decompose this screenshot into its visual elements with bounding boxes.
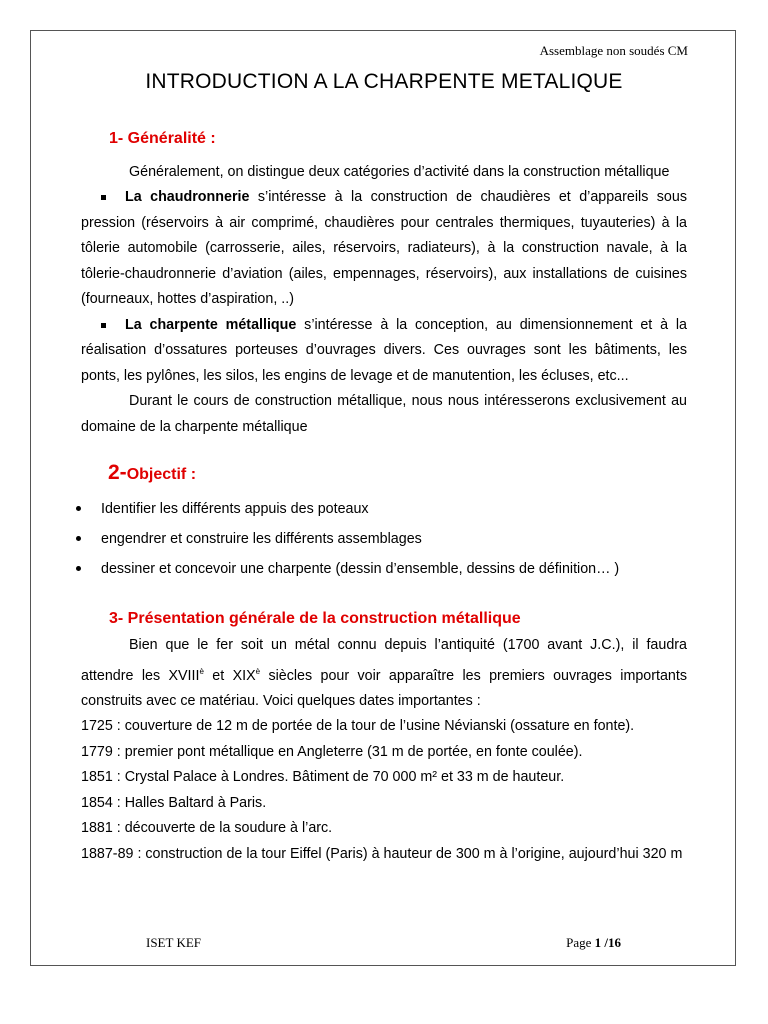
- date-line: 1854 : Halles Baltard à Paris.: [81, 794, 267, 811]
- bullet-dot-icon: [76, 536, 81, 541]
- bullet-dot-icon: [76, 506, 81, 511]
- list-item: dessiner et concevoir une charpente (dessin d’ensemble, dessins de définition… ): [81, 554, 687, 584]
- section2-heading-num: 2-: [108, 461, 127, 484]
- document-body: [81, 126, 687, 867]
- running-header: Assemblage non soudés CM: [539, 43, 688, 58]
- date-line: 1881 : découverte de la soudure à l’arc.: [81, 820, 333, 837]
- section1-heading: 1- Généralité :: [109, 130, 216, 147]
- section2-heading: [108, 460, 687, 488]
- objectives-list: [81, 494, 687, 584]
- section1-intro: Généralement, on distingue deux catégories d’activité dans la construction métallique: [129, 163, 670, 180]
- date-line: 1779 : premier pont métallique en Angleterre (31 m de portée, en fonte coulée).: [81, 743, 583, 760]
- footer-page-number: Page 1 /16: [566, 935, 621, 950]
- bullet-dot-icon: [76, 566, 81, 571]
- square-bullet-icon: [101, 195, 106, 200]
- footer-institution: ISET KEF: [146, 935, 202, 950]
- list-item: engendrer et construire les différents assemblages: [81, 524, 687, 554]
- section2-heading-text: Objectif :: [126, 466, 197, 483]
- bullet1-bold: La chaudronnerie: [125, 189, 250, 205]
- document-title: INTRODUCTION A LA CHARPENTE METALIQUE: [145, 70, 623, 93]
- square-bullet-icon: [101, 323, 106, 328]
- list-item: Identifier les différents appuis des poteaux: [81, 494, 687, 524]
- bullet-chaudronnerie: [81, 185, 687, 313]
- bullet2-text: s’intéresse à la conception, au dimensionnement et à la réalisation d’ossatures porteuses d’ouvrages divers. Ces ouvrages sont les bâtiments, les ponts, les pylônes, les silos, les engins de levage et de manutention, les écluses, etc...: [81, 316, 687, 384]
- bullet-charpente: [81, 313, 687, 390]
- section3-heading: 3- Présentation générale de la construction métallique: [109, 609, 521, 627]
- section1-closing: Durant le cours de construction métallique, nous nous intéresserons exclusivement au domaine de la charpente métallique: [81, 393, 687, 435]
- date-line: 1725 : couverture de 12 m de portée de la tour de l’usine Névianski (ossature en fonte).: [81, 718, 635, 735]
- date-line: 1887-89 : construction de la tour Eiffel (Paris) à hauteur de 300 m à l’origine, aujourd’hui 320 m: [81, 845, 683, 862]
- section3-intro: Bien que le fer soit un métal connu depuis l’antiquité (1700 avant J.C.), il faudra attendre les $XVIII^è$ et $XIX^è$ siècles pour voir apparaître les premiers ouvrages importants construits avec ce matériau. Voici quelques dates importantes :: [81, 637, 688, 709]
- bullet2-bold: La charpente métallique: [125, 316, 297, 333]
- date-line: 1851 : Crystal Palace à Londres. Bâtiment de 70 000 m² et 33 m de hauteur.: [81, 769, 565, 786]
- bullet1-text: s’intéresse à la construction de chaudières et d’appareils sous pression (réservoirs à air comprimé, chaudières pour centrales thermiques, tuyauteries) à la tôlerie automobile (carrosserie, ailes, réservoirs, radiateurs), à la construction navale, à la tôlerie-chaudronnerie d’aviation (ailes, empennages, réservoirs), aux installations de cuisines (fourneaux, hottes d’aspiration, ..): [81, 189, 687, 307]
